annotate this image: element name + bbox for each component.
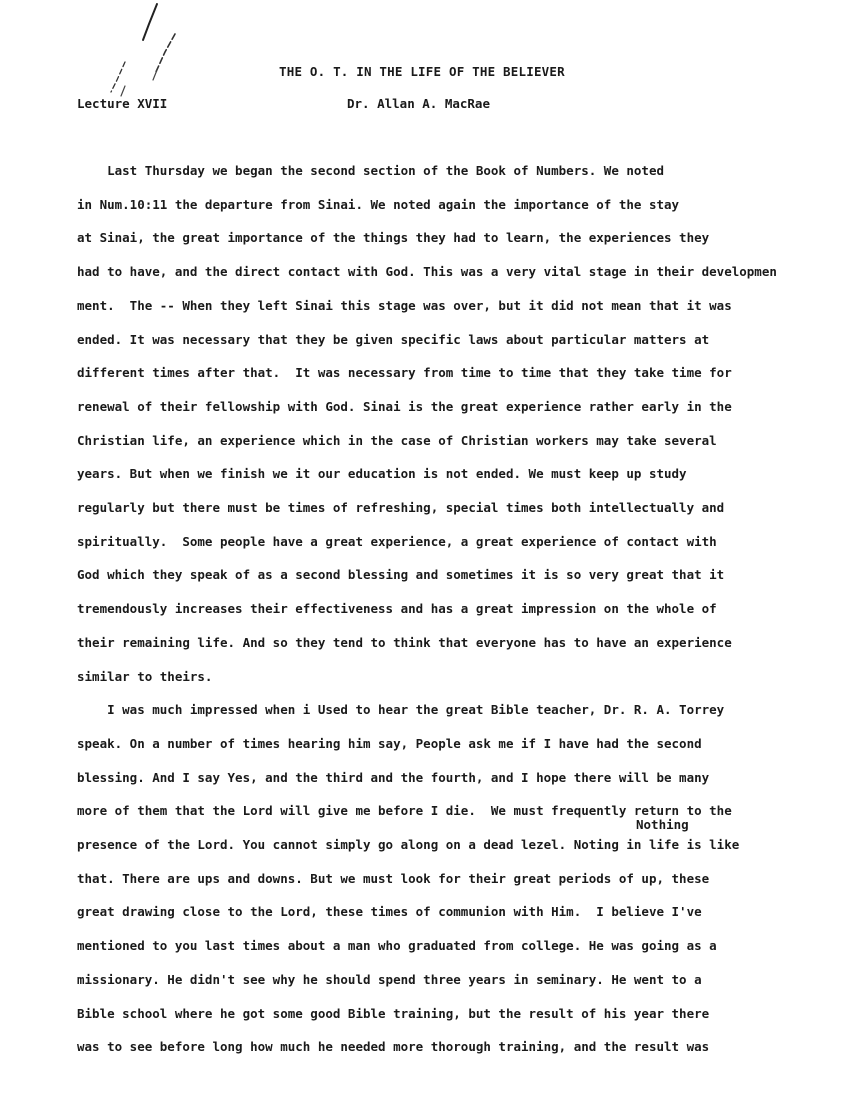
text-line: speak. On a number of times hearing him say, People ask me if I have had the second bbox=[77, 735, 702, 751]
text-line: blessing. And I say Yes, and the third and the fourth, and I hope there will be many bbox=[77, 769, 710, 785]
text-line: their remaining life. And so they tend to think that everyone has to have an experience bbox=[77, 634, 732, 650]
text-line: that. There are ups and downs. But we must look for their great periods of up, these bbox=[77, 870, 710, 886]
lecture-number: Lecture XVII bbox=[77, 96, 168, 111]
text-line: missionary. He didn't see why he should spend three years in seminary. He went to a bbox=[77, 971, 702, 987]
text-line: mentioned to you last times about a man who graduated from college. He was going as a bbox=[77, 938, 717, 954]
text-line: Bible school where he got some good Bible training, but the result of his year there bbox=[77, 1005, 710, 1021]
text-line: different times after that. It was necessary from time to time that they take time for bbox=[77, 365, 732, 381]
document-title: THE O. T. IN THE LIFE OF THE BELIEVER bbox=[279, 64, 565, 79]
text-line: more of them that the Lord will give me before I die. We must frequently return to the bbox=[77, 803, 732, 819]
text-line: I was much impressed when i Used to hear the great Bible teacher, Dr. R. A. Torrey bbox=[77, 702, 725, 718]
handwritten-pen-marks bbox=[95, 0, 195, 110]
text-line: had to have, and the direct contact with God. This was a very vital stage in their developmen bbox=[77, 264, 777, 280]
text-line: at Sinai, the great importance of the things they had to learn, the experiences they bbox=[77, 230, 710, 246]
text-line: ment. The -- When they left Sinai this stage was over, but it did not mean that it was bbox=[77, 297, 732, 313]
author-name: Dr. Allan A. MacRae bbox=[347, 96, 490, 111]
text-line: in Num.10:11 the departure from Sinai. We noted again the importance of the stay bbox=[77, 196, 680, 212]
text-line: similar to theirs. bbox=[77, 668, 213, 684]
text-line: spiritually. Some people have a great experience, a great experience of contact with bbox=[77, 533, 717, 549]
text-line: tremendously increases their effectiveness and has a great impression on the whole of bbox=[77, 601, 717, 617]
text-line: Christian life, an experience which in the case of Christian workers may take several bbox=[77, 432, 717, 448]
text-line: Last Thursday we began the second section of the Book of Numbers. We noted bbox=[77, 163, 664, 178]
text-line: renewal of their fellowship with God. Sinai is the great experience rather early in the bbox=[77, 398, 732, 414]
text-line: ended. It was necessary that they be given specific laws about particular matters at bbox=[77, 331, 710, 347]
text-line: was to see before long how much he needed more thorough training, and the result was bbox=[77, 1039, 710, 1055]
text-line: God which they speak of as a second blessing and sometimes it is so very great that it bbox=[77, 567, 725, 583]
handwritten-insertion: Nothing bbox=[636, 817, 689, 832]
text-line: years. But when we finish we it our education is not ended. We must keep up study bbox=[77, 466, 687, 482]
text-line: regularly but there must be times of refreshing, special times both intellectually and bbox=[77, 500, 725, 515]
text-line: great drawing close to the Lord, these times of communion with Him. I believe I've bbox=[77, 904, 702, 920]
text-line: presence of the Lord. You cannot simply go along on a dead lezel. Noting in life is like bbox=[77, 837, 740, 852]
